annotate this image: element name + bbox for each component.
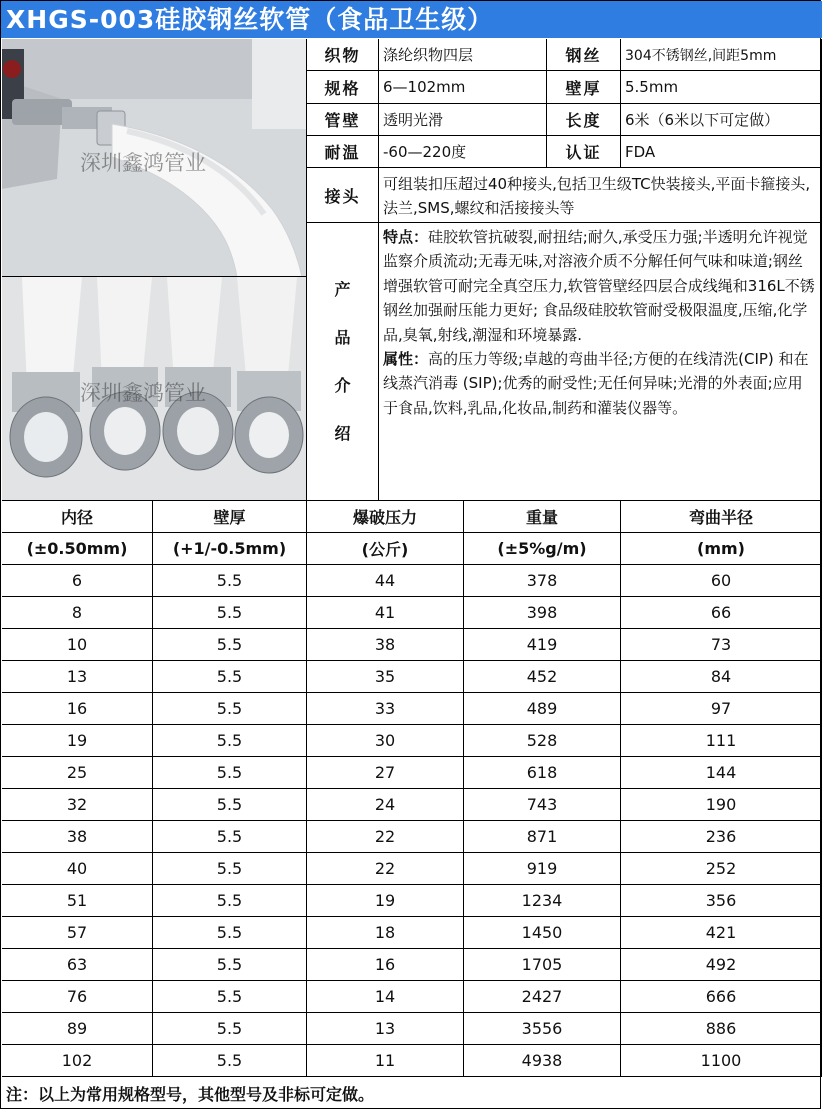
table-cell-bend-radius: 73 [621,629,822,661]
features-text: 硅胶软管抗破裂,耐扭结;耐久,承受压力强;半透明允许视觉监察介质流动;无毒无味,对溶液介质不分解任何气味和味道;钢丝增强软管可耐完全真空压力,软管管壁经四层合成线绳和316L不锈钢丝加强耐压能力更好; 食品级硅胶软管耐受极限温度,压缩,化学品,臭氧,射线,潮湿和环境暴露. [383,228,815,344]
hose-ends-image [2,277,307,501]
table-cell-inner-diameter: 32 [2,789,153,821]
table-cell-weight: 2427 [464,981,621,1013]
table-header-wall-thickness: 壁厚 [153,501,307,533]
spec-value-wall: 透明光滑 [379,104,547,136]
table-cell-weight: 419 [464,629,621,661]
table-cell-inner-diameter: 25 [2,757,153,789]
spec-value-wire: 304不锈钢丝,间距5mm [621,39,822,71]
hose-with-valve-image [2,39,307,277]
table-header-bend-radius: 弯曲半径 [621,501,822,533]
intro-label-char-3: 介 [334,375,351,395]
table-cell-burst-pressure: 16 [307,949,464,981]
spec-label-wall: 管壁 [307,104,379,136]
intro-text [379,223,822,501]
table-cell-inner-diameter: 51 [2,885,153,917]
spec-label-wall-thickness: 壁厚 [547,71,621,104]
table-cell-bend-radius: 421 [621,917,822,949]
watermark-text: 深圳鑫鸿管业 [80,151,206,175]
table-cell-burst-pressure: 27 [307,757,464,789]
table-header-weight: 重量 [464,501,621,533]
spec-value-temperature: -60—220度 [379,136,547,168]
page-title: XHGS-003硅胶钢丝软管（食品卫生级） [1,1,822,38]
intro-label-char-4: 绍 [334,423,351,443]
table-cell-bend-radius: 492 [621,949,822,981]
table-cell-inner-diameter: 89 [2,1013,153,1045]
table-cell-bend-radius: 252 [621,853,822,885]
table-cell-bend-radius: 190 [621,789,822,821]
table-cell-bend-radius: 1100 [621,1045,822,1077]
table-cell-bend-radius: 97 [621,693,822,725]
intro-label-char-1: 产 [334,279,351,299]
table-cell-weight: 398 [464,597,621,629]
table-cell-burst-pressure: 22 [307,821,464,853]
table-cell-wall-thickness: 5.5 [153,1013,307,1045]
table-cell-wall-thickness: 5.5 [153,949,307,981]
properties-text: 高的压力等级;卓越的弯曲半径;方便的在线清洗(CIP) 和在线蒸汽消毒 (SIP);优秀的耐受性;无任何异味;光滑的外表面;应用于食品,饮料,乳品,化妆品,制药和灌装仪器等。 [383,350,809,417]
table-cell-burst-pressure: 22 [307,853,464,885]
table-unit-wall-thickness: (+1/-0.5mm) [153,533,307,565]
spec-value-connector: 可组装扣压超过40种接头,包括卫生级TC快装接头,平面卡箍接头,法兰,SMS,螺纹和活接接头等 [379,168,822,223]
intro-label [307,223,379,501]
table-cell-wall-thickness: 5.5 [153,1045,307,1077]
spec-label-size: 规格 [307,71,379,104]
table-cell-weight: 743 [464,789,621,821]
table-cell-wall-thickness: 5.5 [153,821,307,853]
table-cell-wall-thickness: 5.5 [153,565,307,597]
spec-value-wall-thickness: 5.5mm [621,71,822,104]
table-cell-wall-thickness: 5.5 [153,693,307,725]
intro-label-char-2: 品 [334,327,351,347]
table-cell-burst-pressure: 44 [307,565,464,597]
table-unit-inner-diameter: (±0.50mm) [2,533,153,565]
table-cell-wall-thickness: 5.5 [153,629,307,661]
table-cell-weight: 378 [464,565,621,597]
table-cell-bend-radius: 60 [621,565,822,597]
table-cell-wall-thickness: 5.5 [153,853,307,885]
table-cell-weight: 1450 [464,917,621,949]
table-header-burst-pressure: 爆破压力 [307,501,464,533]
table-cell-inner-diameter: 10 [2,629,153,661]
table-cell-bend-radius: 111 [621,725,822,757]
watermark-text-2: 深圳鑫鸿管业 [80,381,206,405]
table-cell-inner-diameter: 13 [2,661,153,693]
table-cell-wall-thickness: 5.5 [153,661,307,693]
table-cell-wall-thickness: 5.5 [153,725,307,757]
spec-label-certification: 认证 [547,136,621,168]
table-cell-bend-radius: 144 [621,757,822,789]
table-cell-weight: 871 [464,821,621,853]
table-cell-wall-thickness: 5.5 [153,917,307,949]
table-cell-wall-thickness: 5.5 [153,789,307,821]
table-cell-bend-radius: 66 [621,597,822,629]
table-cell-burst-pressure: 14 [307,981,464,1013]
table-cell-burst-pressure: 30 [307,725,464,757]
table-cell-weight: 4938 [464,1045,621,1077]
table-cell-wall-thickness: 5.5 [153,885,307,917]
table-cell-burst-pressure: 24 [307,789,464,821]
table-cell-weight: 452 [464,661,621,693]
footnote: 注：以上为常用规格型号，其他型号及非标可定做。 [6,1085,375,1104]
table-cell-bend-radius: 236 [621,821,822,853]
spec-value-size: 6—102mm [379,71,547,104]
table-cell-inner-diameter: 102 [2,1045,153,1077]
table-unit-weight: (±5%g/m) [464,533,621,565]
table-cell-burst-pressure: 13 [307,1013,464,1045]
table-cell-inner-diameter: 16 [2,693,153,725]
table-cell-weight: 1705 [464,949,621,981]
table-cell-weight: 489 [464,693,621,725]
table-cell-burst-pressure: 19 [307,885,464,917]
table-cell-burst-pressure: 11 [307,1045,464,1077]
table-unit-bend-radius: (mm) [621,533,822,565]
features-title: 特点： [383,228,429,246]
spec-label-wire: 钢丝 [547,39,621,71]
table-cell-burst-pressure: 35 [307,661,464,693]
spec-value-length: 6米（6米以下可定做） [621,104,822,136]
spec-label-fabric: 织物 [307,39,379,71]
table-cell-bend-radius: 84 [621,661,822,693]
table-cell-wall-thickness: 5.5 [153,597,307,629]
table-cell-inner-diameter: 38 [2,821,153,853]
table-cell-wall-thickness: 5.5 [153,757,307,789]
table-cell-burst-pressure: 18 [307,917,464,949]
table-cell-weight: 3556 [464,1013,621,1045]
table-cell-inner-diameter: 40 [2,853,153,885]
table-cell-inner-diameter: 63 [2,949,153,981]
spec-value-fabric: 涤纶织物四层 [379,39,547,71]
table-cell-inner-diameter: 57 [2,917,153,949]
table-cell-weight: 618 [464,757,621,789]
table-cell-burst-pressure: 41 [307,597,464,629]
table-cell-wall-thickness: 5.5 [153,981,307,1013]
table-cell-burst-pressure: 33 [307,693,464,725]
table-cell-inner-diameter: 6 [2,565,153,597]
table-cell-weight: 919 [464,853,621,885]
table-cell-bend-radius: 886 [621,1013,822,1045]
spec-label-temperature: 耐温 [307,136,379,168]
table-cell-inner-diameter: 8 [2,597,153,629]
table-cell-weight: 528 [464,725,621,757]
table-cell-inner-diameter: 19 [2,725,153,757]
spec-value-certification: FDA [621,136,822,168]
table-cell-inner-diameter: 76 [2,981,153,1013]
table-cell-bend-radius: 666 [621,981,822,1013]
table-cell-burst-pressure: 38 [307,629,464,661]
table-unit-burst-pressure: (公斤) [307,533,464,565]
spec-label-connector: 接头 [307,168,379,223]
spec-label-length: 长度 [547,104,621,136]
properties-title: 属性： [383,350,429,369]
table-cell-weight: 1234 [464,885,621,917]
table-header-inner-diameter: 内径 [2,501,153,533]
table-cell-bend-radius: 356 [621,885,822,917]
